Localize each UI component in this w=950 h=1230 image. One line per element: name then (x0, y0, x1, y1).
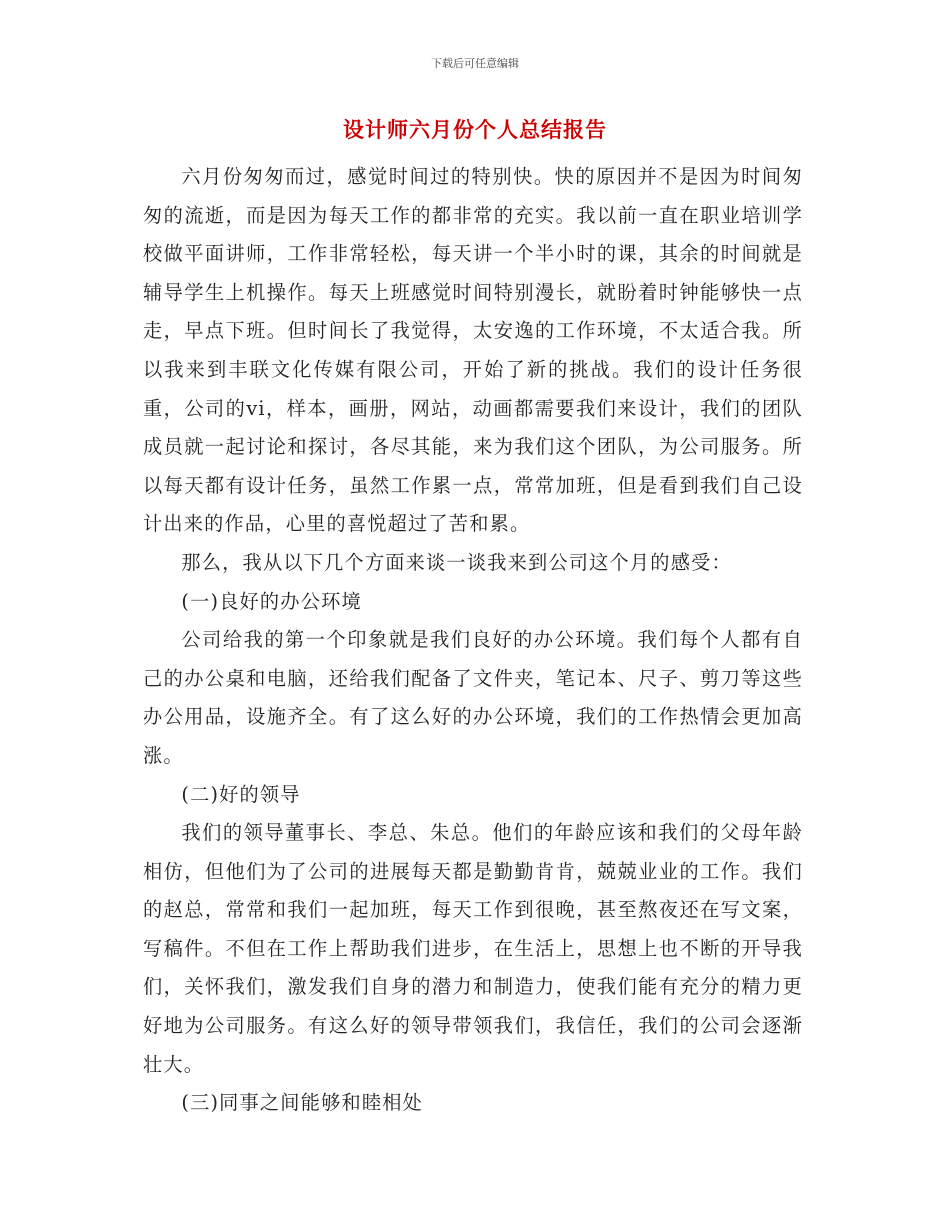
paragraph-lead-in: 那么，我从以下几个方面来谈一谈我来到公司这个月的感受： (181, 550, 732, 574)
document-body (143, 158, 803, 1123)
paragraph-office-environment: 公司给我的第一个印象就是我们良好的办公环境。我们每个人都有自己的办公桌和电脑，还给我们配备了文件夹，笔记本、尺子、剪刀等这些办公用品，设施齐全。有了这么好的办公环境，我们的工作热情会更加高涨。 (143, 628, 803, 767)
section-heading-2: (二)好的领导 (181, 782, 301, 806)
paragraph-intro: 六月份匆匆而过，感觉时间过的特别快。快的原因并不是因为时间匆匆的流逝，而是因为每天工作的都非常的充实。我以前一直在职业培训学校做平面讲师，工作非常轻松，每天讲一个半小时的课，其余的时间就是辅导学生上机操作。每天上班感觉时间特别漫长，就盼着时钟能够快一点走，早点下班。但时间长了我觉得，太安逸的工作环境，不太适合我。所以我来到丰联文化传媒有限公司，开始了新的挑战。我们的设计任务很重，公司的vi，样本，画册，网站，动画都需要我们来设计，我们的团队成员就一起讨论和探讨，各尽其能，来为我们这个团队，为公司服务。所以每天都有设计任务，虽然工作累一点，常常加班，但是看到我们自己设计出来的作品，心里的喜悦超过了苦和累。 (143, 165, 803, 536)
section-heading-1: (一)良好的办公环境 (181, 589, 362, 613)
document-title: 设计师六月份个人总结报告 (343, 118, 607, 142)
paragraph-leadership: 我们的领导董事长、李总、朱总。他们的年龄应该和我们的父母年龄相仿，但他们为了公司的进展每天都是勤勤肯肯，兢兢业业的工作。我们的赵总，常常和我们一起加班，每天工作到很晚，甚至熬夜还在写文案，写稿件。不但在工作上帮助我们进步，在生活上，思想上也不断的开导我们，关怀我们，激发我们自身的潜力和制造力，使我们能有充分的精力更好地为公司服务。有这么好的领导带领我们，我信任，我们的公司会逐渐壮大。 (143, 821, 803, 1076)
section-heading-3: (三)同事之间能够和睦相处 (181, 1091, 424, 1115)
header-note: 下载后可任意编辑 (431, 57, 519, 70)
